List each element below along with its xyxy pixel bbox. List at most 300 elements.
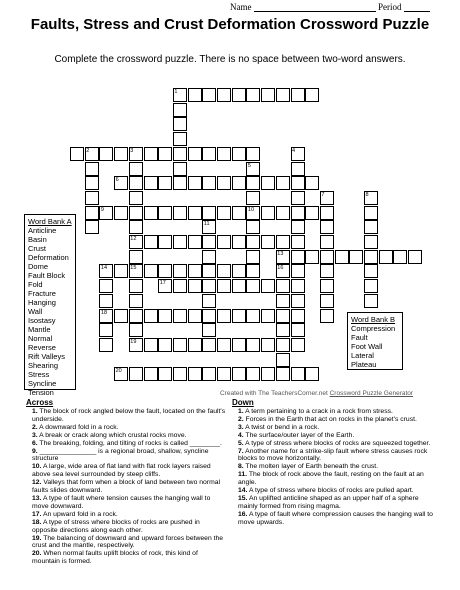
grid-cell[interactable] [173,117,187,131]
clue-item [232,440,437,448]
clue-text: A type of stress where blocks of rocks are squeezed together. [243,439,431,447]
grid-cell[interactable] [99,323,113,337]
grid-cell[interactable] [114,206,128,220]
grid-cell[interactable] [246,338,260,352]
clue-number: 6. [32,439,38,447]
grid-cell[interactable] [246,279,260,293]
grid-number: 6 [115,177,119,184]
page-title: Faults, Stress and Crust Deformation Crossword Puzzle [30,16,430,33]
grid-cell[interactable] [261,206,275,220]
grid-cell[interactable] [129,279,143,293]
grid-cell[interactable] [246,191,260,205]
grid-cell[interactable] [291,191,305,205]
grid-cell[interactable] [217,309,231,323]
word-bank-b-title: Word Bank B [351,315,396,324]
grid-cell[interactable] [129,220,143,234]
grid-cell[interactable] [320,235,334,249]
grid-cell[interactable] [291,367,305,381]
grid-cell[interactable] [364,235,378,249]
grid-cell[interactable] [232,206,246,220]
grid-number: 17 [159,280,166,287]
grid-cell[interactable] [202,88,216,102]
grid-cell[interactable] [217,176,231,190]
grid-cell[interactable] [129,206,143,220]
clue-item [26,550,226,566]
clue-number: 3. [238,423,244,431]
clue-text: An upward fold in a rock. [41,510,118,518]
grid-cell[interactable] [99,294,113,308]
grid-cell[interactable] [305,88,319,102]
clue-text: Valleys that form when a block of land between two normal faults slides downward. [32,479,221,495]
clue-item [26,463,226,479]
clue-item [232,487,437,495]
grid-cell[interactable] [173,103,187,117]
grid-cell[interactable] [202,309,216,323]
grid-number: 1 [174,89,178,95]
grid-cell[interactable] [173,367,187,381]
clue-text: A twist or bend in a rock. [243,423,320,431]
clue-text: An uplifted anticline shaped as an upper half of a sphere mainly formed from rising magma. [238,494,419,510]
grid-cell[interactable] [379,250,393,264]
word-bank-a-item: Mantle [28,325,51,334]
word-bank-a-item: Fracture [28,289,56,298]
grid-cell[interactable] [70,147,84,161]
grid-cell[interactable] [305,206,319,220]
grid-cell[interactable] [364,250,378,264]
name-label: Name [230,2,252,12]
grid-cell[interactable] [276,206,290,220]
word-bank-a-item: Syncline [28,379,57,388]
word-bank-b-item: Compression [351,324,396,333]
down-list [232,408,437,527]
grid-cell[interactable] [144,176,158,190]
grid-cell[interactable] [276,309,290,323]
clue-number: 5. [238,439,244,447]
grid-cell[interactable] [291,323,305,337]
clue-number: 1. [32,408,38,415]
grid-cell[interactable] [173,132,187,146]
clue-number: 20. [32,550,42,558]
grid-cell[interactable] [217,206,231,220]
across-heading: Across [26,398,54,407]
grid-cell[interactable] [291,250,305,264]
clue-item [232,448,437,464]
grid-cell[interactable] [202,147,216,161]
grid-cell[interactable] [217,279,231,293]
instructions: Complete the crossword puzzle. There is no space between two-word answers. [54,54,406,65]
word-bank-a-item: Anticline [28,226,57,235]
grid-cell[interactable] [144,147,158,161]
grid-cell[interactable] [158,309,172,323]
grid-cell[interactable] [188,206,202,220]
clue-text: A type of stress where blocks of rocks are pushed in opposite directions along each other. [32,518,200,534]
grid-cell[interactable] [291,338,305,352]
grid-cell[interactable] [158,338,172,352]
clue-number: 16. [238,510,248,518]
grid-cell[interactable] [144,338,158,352]
word-bank-a-item: Crust [28,244,46,253]
word-bank-b [347,312,403,370]
grid-cell[interactable] [408,250,422,264]
grid-cell[interactable] [291,88,305,102]
grid-cell[interactable] [85,191,99,205]
grid-cell[interactable] [158,176,172,190]
grid-number: 16 [277,265,284,272]
grid-cell[interactable] [246,176,260,190]
grid-cell[interactable] [114,147,128,161]
clue-item [26,448,226,464]
clue-number: 19. [32,534,42,542]
grid-cell[interactable] [261,176,275,190]
grid-cell[interactable] [291,294,305,308]
word-bank-a-item: Hanging Wall [28,298,56,316]
grid-cell[interactable] [173,176,187,190]
grid-cell[interactable] [261,309,275,323]
grid-cell[interactable] [393,250,407,264]
clue-text: A type of fault where tension causes the hanging wall to move downward. [32,494,211,510]
grid-cell[interactable] [364,220,378,234]
clue-text: When normal faults uplift blocks of rock, this kind of mountain is formed. [32,550,198,566]
grid-cell[interactable] [202,367,216,381]
grid-cell[interactable] [232,235,246,249]
grid-cell[interactable] [291,206,305,220]
grid-cell[interactable] [202,176,216,190]
clue-item [26,519,226,535]
grid-number: 2 [86,147,90,154]
grid-cell[interactable] [232,176,246,190]
word-bank-a-item: Basin [28,235,47,244]
grid-cell[interactable] [85,176,99,190]
credit-line [220,390,413,397]
clue-text: The block of rock angled below the fault, located on the fault's underside. [32,408,226,423]
grid-cell[interactable] [364,294,378,308]
grid-cell[interactable] [202,235,216,249]
word-bank-a-item: Deformation [28,253,69,262]
grid-cell[interactable] [129,309,143,323]
clue-item [26,424,226,432]
grid-number: 11 [203,221,210,228]
grid-cell[interactable] [291,162,305,176]
grid-cell[interactable] [129,162,143,176]
grid-cell[interactable] [276,235,290,249]
grid-cell[interactable] [129,294,143,308]
clue-item [26,479,226,495]
clue-text: The surface/outer layer of the Earth. [243,431,355,439]
grid-cell[interactable] [305,176,319,190]
clue-text: The breaking, folding, and tilting of rocks is called ________. [37,439,222,447]
grid-cell[interactable] [188,309,202,323]
clue-text: _______________ is a regional broad, shallow, syncline structure [32,447,209,463]
grid-cell[interactable] [217,264,231,278]
clue-text: Another name for a strike-slip fault where stress causes rock blocks to move horizontally. [238,447,428,463]
grid-cell[interactable] [320,309,334,323]
grid-cell[interactable] [144,367,158,381]
clue-text: A downward fold in a rock. [37,423,119,431]
grid-cell[interactable] [129,367,143,381]
grid-number: 7 [321,191,325,198]
clue-number: 9. [32,447,38,455]
word-bank-a-item: Fold [28,280,43,289]
clue-item [232,511,437,527]
grid-cell[interactable] [232,147,246,161]
word-bank-b-item: Fault [351,333,368,342]
grid-cell[interactable] [144,264,158,278]
period-blank[interactable] [404,2,430,12]
clue-number: 1. [238,408,244,415]
grid-cell[interactable] [173,338,187,352]
grid-cell[interactable] [276,294,290,308]
grid-cell[interactable] [144,309,158,323]
grid-cell[interactable] [158,206,172,220]
clue-text: A break or crack along which crustal rocks move. [37,431,187,439]
grid-cell[interactable] [276,323,290,337]
clue-item [232,424,437,432]
clue-item [26,440,226,448]
grid-cell[interactable] [202,264,216,278]
clue-number: 12. [32,479,42,487]
grid-cell[interactable] [188,338,202,352]
grid-cell[interactable] [217,147,231,161]
clue-text: The block of rock above the fault, resting on the fault at an angle. [238,471,424,487]
clue-number: 2. [32,423,38,431]
grid-cell[interactable] [173,309,187,323]
grid-cell[interactable] [188,264,202,278]
grid-cell[interactable] [246,147,260,161]
grid-cell[interactable] [173,235,187,249]
grid-cell[interactable] [188,235,202,249]
credit-link[interactable]: Crossword Puzzle Generator [329,390,414,397]
grid-cell[interactable] [217,235,231,249]
grid-cell[interactable] [158,235,172,249]
word-bank-a-item: Rift Valleys [28,352,65,361]
grid-cell[interactable] [85,220,99,234]
grid-cell[interactable] [188,279,202,293]
grid-cell[interactable] [188,88,202,102]
clue-item [26,408,226,424]
grid-cell[interactable] [291,279,305,293]
clue-text: A term pertaining to a crack in a rock from stress. [243,408,393,415]
grid-number: 12 [130,236,137,242]
grid-number: 13 [277,250,284,257]
word-bank-a-list [28,226,72,397]
down-clues [232,398,437,527]
grid-cell[interactable] [335,250,349,264]
grid-cell[interactable] [99,147,113,161]
clue-number: 18. [32,518,42,526]
grid-cell[interactable] [202,206,216,220]
across-clues [26,398,226,566]
grid-cell[interactable] [144,206,158,220]
grid-cell[interactable] [246,250,260,264]
grid-cell[interactable] [99,338,113,352]
grid-cell[interactable] [261,235,275,249]
grid-cell[interactable] [202,279,216,293]
grid-number: 4 [292,147,296,154]
grid-cell[interactable] [202,323,216,337]
grid-cell[interactable] [158,264,172,278]
grid-cell[interactable] [276,176,290,190]
grid-cell[interactable] [158,367,172,381]
grid-cell[interactable] [188,176,202,190]
grid-cell[interactable] [173,206,187,220]
clue-item [232,408,437,416]
grid-cell[interactable] [276,338,290,352]
grid-cell[interactable] [276,88,290,102]
grid-cell[interactable] [85,206,99,220]
word-bank-a-item: Tension [28,388,54,397]
word-bank-a-item: Isostasy [28,316,56,325]
grid-number: 10 [247,206,255,213]
grid-cell[interactable] [114,309,128,323]
clue-number: 4. [238,431,244,439]
grid-cell[interactable] [129,191,143,205]
grid-cell[interactable] [173,264,187,278]
clue-number: 10. [32,463,42,471]
grid-number: 5 [247,162,251,169]
grid-cell[interactable] [276,279,290,293]
clue-item [232,463,437,471]
word-bank-a-item: Dome [28,262,49,271]
grid-cell[interactable] [217,88,231,102]
clue-number: 8. [238,463,244,471]
grid-number: 18 [100,309,108,316]
clue-item [26,432,226,440]
grid-cell[interactable] [261,279,275,293]
grid-cell[interactable] [364,206,378,220]
clue-item [232,432,437,440]
grid-cell[interactable] [202,294,216,308]
grid-cell[interactable] [320,220,334,234]
word-bank-b-item: Lateral [351,351,374,360]
word-bank-a-item: Stress [28,370,50,379]
clue-number: 14. [238,487,248,495]
clue-number: 13. [32,494,42,502]
grid-cell[interactable] [246,235,260,249]
clue-number: 17. [32,510,42,518]
clue-text: The balancing of downward and upward forces between the crust and the mantle, respectively. [32,534,224,550]
grid-cell[interactable] [276,367,290,381]
clue-text: The molten layer of Earth beneath the crust. [243,463,379,471]
grid-cell[interactable] [305,250,319,264]
grid-cell[interactable] [129,176,143,190]
grid-cell[interactable] [261,367,275,381]
period-label: Period [378,2,402,12]
grid-cell[interactable] [291,309,305,323]
word-bank-b-item: Foot Wall [351,342,383,351]
grid-cell[interactable] [320,294,334,308]
clue-text: A type of fault where compression causes the hanging wall to move upwards. [238,510,433,526]
grid-cell[interactable] [349,250,363,264]
grid-cell[interactable] [158,147,172,161]
grid-cell[interactable] [320,264,334,278]
grid-cell[interactable] [232,367,246,381]
grid-cell[interactable] [305,367,319,381]
word-bank-a-item: Fault Block [28,271,66,280]
grid-cell[interactable] [232,338,246,352]
grid-cell[interactable] [173,162,187,176]
clue-number: 11. [238,471,248,479]
grid-number: 15 [130,265,137,272]
grid-cell[interactable] [188,367,202,381]
grid-number: 19 [130,338,137,345]
grid-cell[interactable] [217,338,231,352]
grid-number: 20 [115,368,122,375]
down-heading: Down [232,398,254,407]
grid-cell[interactable] [246,309,260,323]
clue-number: 15. [238,494,248,502]
across-list [26,408,226,566]
grid-cell[interactable] [202,250,216,264]
grid-cell[interactable] [85,162,99,176]
grid-cell[interactable] [261,88,275,102]
word-bank-a [24,214,76,397]
grid-cell[interactable] [364,264,378,278]
grid-cell[interactable] [202,338,216,352]
clue-number: 3. [32,431,38,439]
name-blank[interactable] [254,2,376,12]
clue-item [26,495,226,511]
word-bank-a-item: Reverse [28,343,56,352]
word-bank-a-item: Normal [28,334,53,343]
grid-cell[interactable] [232,279,246,293]
grid-cell[interactable] [320,250,334,264]
grid-cell[interactable] [246,367,260,381]
grid-cell[interactable] [246,220,260,234]
grid-cell[interactable] [232,88,246,102]
grid-cell[interactable] [232,264,246,278]
word-bank-b-item: Plateau [351,360,377,369]
grid-cell[interactable] [320,206,334,220]
grid-cell[interactable] [276,353,290,367]
grid-number: 3 [130,147,134,154]
grid-cell[interactable] [144,235,158,249]
grid-number: 14 [100,265,108,272]
grid-cell[interactable] [114,264,128,278]
clue-number: 7. [238,447,244,455]
grid-cell[interactable] [129,323,143,337]
grid-number: 8 [365,191,369,198]
grid-cell[interactable] [129,250,143,264]
word-bank-b-list [351,324,399,369]
grid-cell[interactable] [99,279,113,293]
grid-cell[interactable] [364,279,378,293]
grid-cell[interactable] [291,176,305,190]
grid-cell[interactable] [261,338,275,352]
clue-text: A large, wide area of flat land with flat rock layers raised above sea level surrounded by steep cliffs. [32,463,211,479]
grid-cell[interactable] [291,220,305,234]
grid-cell[interactable] [173,147,187,161]
grid-number: 9 [100,206,104,213]
clue-item [26,511,226,519]
clue-text: A type of stress where blocks of rocks are pulled apart. [247,487,414,495]
grid-cell[interactable] [232,309,246,323]
clue-item [26,535,226,551]
grid-cell[interactable] [246,88,260,102]
clue-item [232,471,437,487]
word-bank-a-title: Word Bank A [28,217,72,226]
grid-cell[interactable] [291,235,305,249]
word-bank-a-item: Shearing [28,361,59,370]
grid-cell[interactable] [217,367,231,381]
grid-cell[interactable] [246,264,260,278]
grid-cell[interactable] [320,279,334,293]
clue-text: Forces in the Earth that act on rocks in the planet's crust. [243,415,417,423]
grid-cell[interactable] [291,264,305,278]
grid-cell[interactable] [173,279,187,293]
clue-item [232,495,437,511]
clue-number: 2. [238,415,244,423]
grid-cell[interactable] [188,147,202,161]
